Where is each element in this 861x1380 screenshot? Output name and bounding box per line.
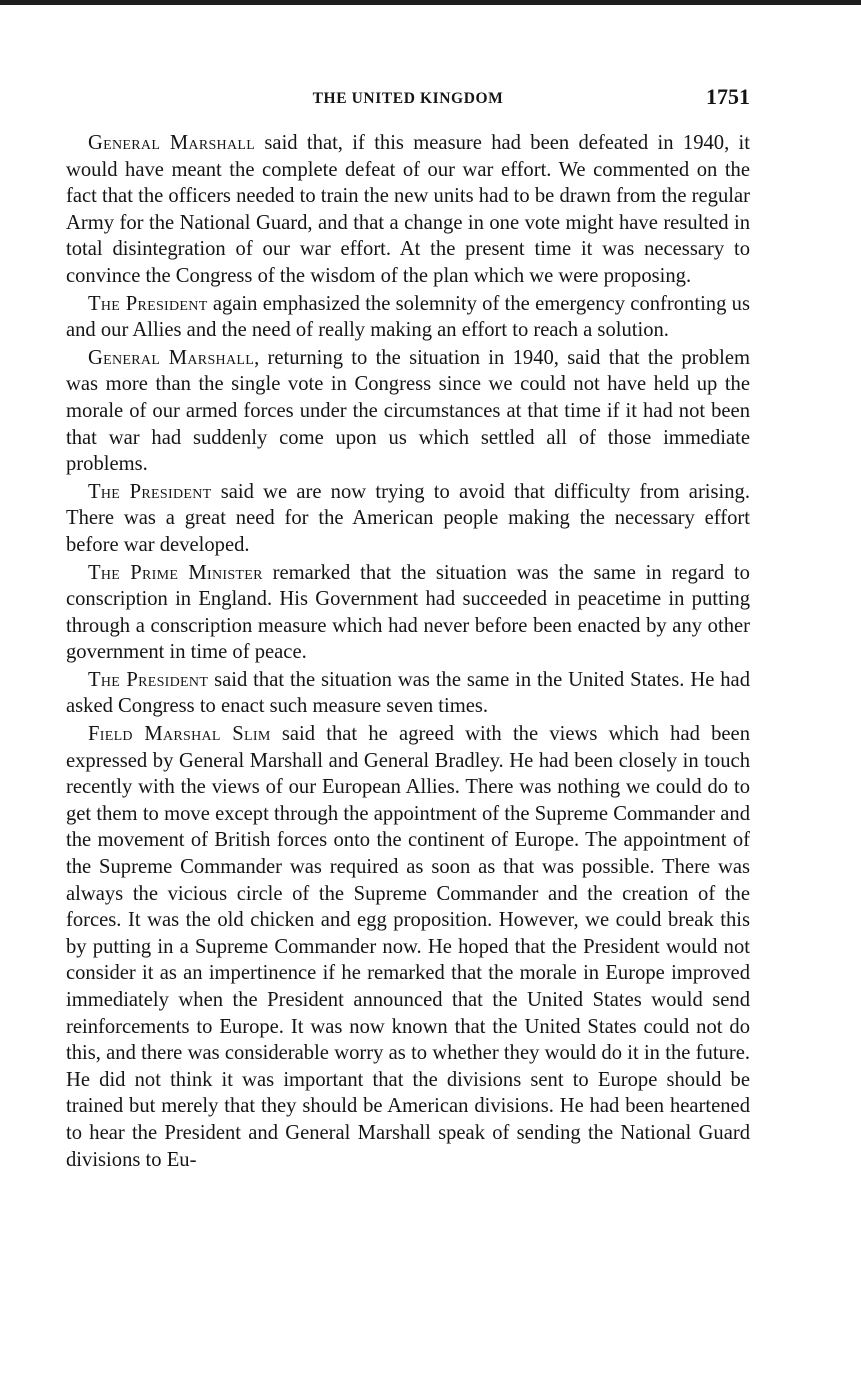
speaker-name: General Marshall (88, 132, 256, 154)
top-edge-rule (0, 0, 861, 5)
running-head: THE UNITED KINGDOM (312, 90, 504, 107)
paragraph-text: said that the situation was the same in the United States. He had asked Congress to enact such measure seven times. (66, 668, 750, 718)
speaker-name: The Prime Minister (88, 561, 263, 584)
paragraph-text: said that he agreed with the views which had been expressed by General Marshall and General Bradley. He had been closely in touch recently with the views of our European Allies. There was nothing we could do to get them to move except through the appointment of the Supreme Commander and the movement of British forces onto the continent of Europe. The appointment of the Supreme Commander was required as soon as that was possible. There was always the vicious circle of the Supreme Commander and the creation of the forces. It was the old chicken and egg proposition. However, we could break this by putting in a Supreme Commander now. He hoped that the President would not consider it as an impertinence if he remarked that the morale in Europe improved immediately when the President announced that the United States would send reinforcements to Europe. It was now known that the United States could not do this, and there was considerable worry as to whether they would do it in the future. He did not think it was important that the divisions sent to Europe should be trained but merely that they should be American divisions. He had been heartened to hear the President and General Marshall speak of sending the National Guard divisions to Eu- (66, 723, 750, 1171)
paragraph (66, 345, 750, 478)
speaker-name: Field Marshal Slim (88, 723, 271, 746)
paragraph (66, 560, 750, 666)
paragraph (66, 667, 750, 720)
speaker-name: The President (88, 480, 212, 503)
paragraph (66, 479, 750, 559)
paragraph-text: said that, if this measure had been defeated in 1940, it would have meant the complete defeat of our war effort. We commented on the fact that the officers needed to train the new units had to be drawn from the regular Army for the National Guard, and that a change in one vote might have resulted in total disintegration of our war effort. At the present time it was necessary to convince the Congress of the wisdom of the plan which we were proposing. (66, 132, 751, 287)
speaker-name: The President (88, 292, 208, 315)
speaker-name: General Marshall (88, 346, 255, 369)
paragraph-text: remarked that the situation was the same in regard to conscription in England. His Government had succeeded in peacetime in putting through a conscription measure which had never before been enacted by any other government in time of peace. (66, 561, 750, 664)
paragraph-text: , returning to the situation in 1940, said that the problem was more than the single vote in Congress since we could not have held up the morale of our armed forces under the circumstances at that time if it had not been that war had suddenly come upon us which settled all of those immediate problems. (66, 346, 750, 476)
paragraph-text: said we are now trying to avoid that difficulty from arising. There was a great need for the American people making the necessary effort before war developed. (66, 480, 751, 556)
paragraph-text: again emphasized the solemnity of the emergency confronting us and our Allies and the need of really making an effort to reach a solution. (66, 292, 750, 342)
paragraph (66, 130, 750, 290)
page-number: 1751 (706, 84, 750, 109)
paragraph (66, 291, 750, 344)
speaker-name: The President (88, 668, 209, 691)
paragraph (66, 721, 750, 1173)
body-text (66, 130, 750, 1174)
page-header (66, 84, 750, 116)
